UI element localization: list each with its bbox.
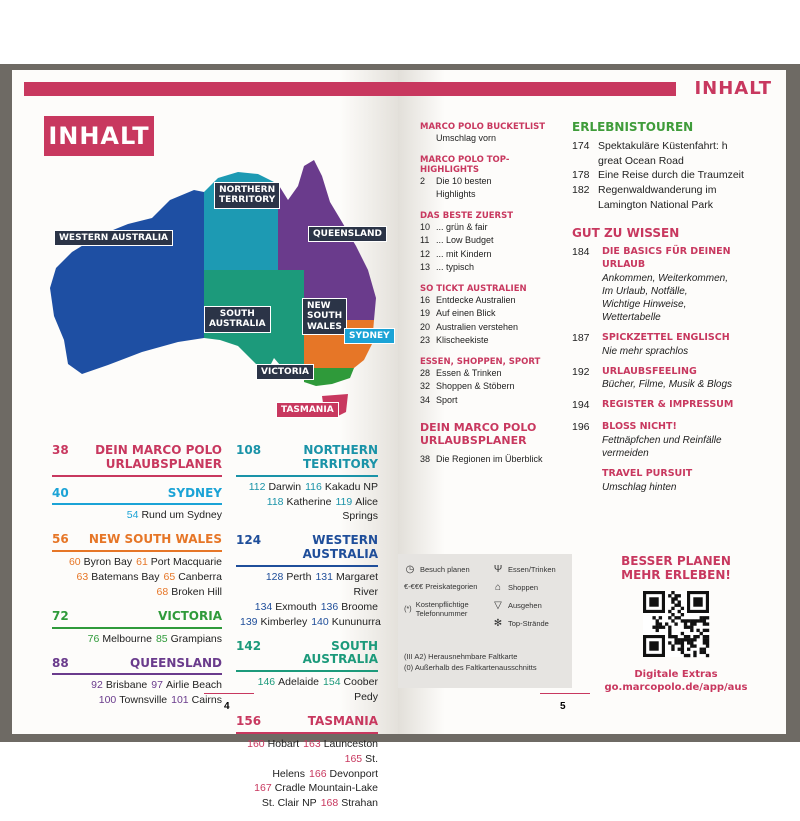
toc-row[interactable] [420, 221, 560, 235]
running-head: INHALT [694, 78, 772, 99]
region-rule [236, 670, 378, 672]
region-heading [52, 610, 222, 624]
subentry-line [52, 555, 222, 570]
toc-page [572, 199, 598, 213]
region-title-line: NORTHERN [303, 443, 378, 457]
toc-page: 28 [420, 367, 431, 378]
region-heading [52, 657, 222, 671]
page-number: 4 [224, 701, 230, 712]
toc-region-block[interactable] [236, 533, 381, 629]
region-title-line: QUEENSLAND [130, 655, 222, 670]
toc-section-heading: SO TICKT AUSTRALIEN [420, 283, 527, 294]
legend-item: (*) Kostenpflichtige Telefonnummer [404, 600, 469, 618]
subentry-page: 112 [248, 480, 266, 493]
page-number-rule [540, 693, 590, 694]
subentry-title[interactable]: Adelaide [278, 676, 320, 689]
page-number-rule [204, 693, 254, 694]
subentry-title[interactable]: Launceston [323, 737, 378, 750]
toc-row[interactable] [420, 234, 560, 248]
subentry-page: 154 [323, 676, 341, 689]
toc-page: 20 [420, 321, 431, 332]
toc-page: 196 [572, 421, 590, 434]
subentry-line [236, 615, 381, 630]
toc-page: 194 [572, 399, 590, 412]
region-page-number: 72 [52, 608, 69, 623]
subentry-title[interactable]: Darwin [268, 480, 302, 493]
toc-row[interactable] [420, 248, 560, 262]
subentry-page: 54 [126, 509, 139, 522]
toc-title: Highlights [436, 189, 476, 199]
toc-title: Eine Reise durch die Traumzeit [598, 169, 744, 182]
legend-item: €-€€€ Preiskategorien [404, 582, 478, 591]
toc-title: Klischeekiste [436, 335, 489, 345]
toc-title: Regenwaldwanderung im [598, 183, 717, 196]
qr-code-icon[interactable] [643, 591, 709, 657]
region-title-line: TASMANIA [307, 713, 378, 728]
legend-item: ◷ Besuch planen [405, 564, 470, 575]
subentry-page: 163 [303, 737, 321, 750]
region-page-number: 40 [52, 485, 69, 500]
toc-row[interactable] [572, 246, 772, 324]
contents-column-regions-2 [236, 443, 381, 821]
toc-title: Essen & Trinken [436, 367, 502, 378]
subentry-title[interactable]: Broken Hill [171, 585, 222, 598]
toc-page [420, 188, 436, 202]
cutlery-icon: Ψ [493, 564, 503, 575]
toc-page: 11 [420, 235, 430, 245]
subentry-page: 60 [68, 556, 81, 569]
subentry-line [236, 570, 378, 600]
subentry-title[interactable]: Byron Bay [83, 556, 133, 569]
subentry-line [236, 600, 378, 615]
subentry-line [236, 495, 378, 525]
region-title-line: TERRITORY [303, 456, 378, 471]
region-heading [236, 715, 378, 729]
subentry-page: 85 [155, 632, 168, 645]
toc-region-block[interactable] [52, 533, 222, 600]
toc-section-heading: DAS BESTE ZUERST [420, 210, 514, 221]
subentry-title[interactable]: Grampians [170, 632, 222, 645]
toc-page: 23 [420, 335, 431, 345]
toc-entry-title: URLAUBSFEELING [602, 365, 697, 377]
gut-zu-wissen-heading: GUT ZU WISSEN [572, 226, 680, 241]
subentry-title[interactable]: Margaret River [335, 570, 378, 598]
promo-heading: BESSER PLANEN MEHR ERLEBEN! [621, 554, 731, 583]
toc-title: Shoppen & Stöbern [436, 381, 515, 391]
region-heading [52, 444, 222, 472]
subentry-line [52, 693, 222, 708]
subentry-page: 136 [320, 600, 339, 613]
subentry-title[interactable]: Townsville [119, 694, 168, 707]
subentry-title[interactable]: Port Macquarie [150, 556, 222, 569]
right-page [398, 70, 786, 734]
legend-item: ⌂ Shoppen [492, 582, 538, 593]
toc-row[interactable] [420, 321, 560, 335]
subentry-page: 119 [335, 495, 353, 508]
toc-row[interactable] [420, 394, 560, 408]
toc-entry-desc: Wettertabelle [602, 311, 661, 323]
subentry-page: 165 [344, 752, 363, 765]
region-title [158, 610, 222, 624]
toc-page: 32 [420, 381, 431, 391]
toc-entry-desc: Nie mehr sprachlos [602, 345, 689, 357]
map-label-sa: SOUTH AUSTRALIA [204, 306, 271, 333]
subentry-line [52, 678, 222, 693]
region-page-number: 88 [52, 655, 69, 670]
toc-entry-title: URLAUB [602, 259, 646, 271]
region-title-line: SYDNEY [167, 485, 222, 500]
toc-page: 12 [420, 248, 431, 259]
toc-row[interactable] [420, 188, 560, 202]
toc-entry-desc: vermeiden [602, 447, 649, 459]
region-title [303, 444, 378, 472]
contents-column-middle [420, 122, 560, 467]
region-title-line: VICTORIA [158, 608, 222, 623]
subentry-page: 92 [91, 679, 103, 692]
subentry-title[interactable]: Batemans Bay [91, 571, 160, 583]
toc-row[interactable] [572, 169, 772, 183]
toc-region-block[interactable] [236, 640, 378, 705]
toc-page [572, 155, 598, 169]
toc-title: ... typisch [436, 262, 475, 272]
subentry-page: 97 [151, 679, 163, 692]
toc-title: Australien verstehen [436, 321, 519, 332]
toc-row[interactable] [420, 334, 560, 348]
subentry-page: 166 [309, 767, 327, 780]
subentry-title[interactable]: Hobart [267, 737, 300, 750]
toc-title: ... mit Kindern [436, 248, 492, 259]
subentry-page: 65 [163, 571, 176, 583]
top-stripe [24, 82, 398, 96]
toc-entry-desc: Umschlag hinten [602, 481, 677, 493]
region-heading [52, 533, 222, 547]
subentry-page: 134 [254, 600, 273, 613]
contents-column-right [572, 120, 772, 502]
region-page-number: 142 [236, 638, 262, 653]
subentry-title[interactable]: Melbourne [102, 632, 152, 645]
region-heading [52, 487, 222, 501]
map-label-vic: VICTORIA [256, 364, 314, 380]
region-title-line: SOUTH AUSTRALIA [302, 638, 378, 667]
toc-entry-desc: Wichtige Hinweise, [602, 298, 687, 310]
region-title [130, 657, 222, 671]
toc-title: Die 10 besten [436, 175, 492, 186]
subentry-page: 118 [266, 495, 284, 508]
toc-row[interactable] [420, 132, 560, 146]
toc-entry [602, 468, 692, 494]
top-stripe [398, 82, 676, 96]
region-title [261, 640, 378, 668]
subentry-title[interactable]: Brisbane [105, 679, 148, 692]
toc-region-block[interactable] [52, 444, 222, 477]
subentry-title[interactable]: Strahan [341, 797, 378, 810]
subentry-page: 146 [257, 676, 276, 689]
region-rule [52, 627, 222, 629]
toc-row[interactable] [572, 468, 772, 494]
inhalt-title: INHALT [44, 116, 154, 156]
subentry-title[interactable]: Kimberley [260, 615, 308, 628]
subentry-title[interactable]: Cairns [191, 694, 222, 707]
region-heading [236, 640, 378, 668]
toc-page: 178 [572, 169, 590, 182]
subentry-line [236, 675, 378, 705]
region-page-number: 38 [52, 443, 69, 457]
subentry-title[interactable]: Kakadu NP [324, 480, 378, 493]
subentry-title[interactable]: Canberra [178, 571, 222, 583]
region-rule [52, 503, 222, 505]
toc-row[interactable]: 38 Die Regionen im Überblick [420, 454, 543, 465]
region-rule [236, 732, 378, 734]
toc-region-block[interactable] [52, 610, 222, 647]
subentry-title[interactable]: Airlie Beach [165, 679, 222, 692]
toc-entry-title: BLOSS NICHT! [602, 421, 677, 433]
subentry-title[interactable]: Exmouth [275, 600, 317, 613]
legend-notes: (III A2) Herausnehmbare Faltkarte (0) Außerhalb des Faltkartenausschnitts [404, 652, 537, 672]
toc-title: Spektakuläre Küstenfahrt: h [598, 140, 728, 152]
toc-row[interactable] [572, 332, 772, 358]
subentry-page: 116 [305, 480, 322, 493]
toc-page: 187 [572, 331, 590, 344]
region-page-number: 124 [236, 533, 262, 548]
toc-page: 184 [572, 246, 590, 259]
australia-map [42, 160, 382, 420]
map-label-nt: NORTHERN TERRITORY [214, 182, 280, 209]
toc-entry-title: SPICKZETTEL ENGLISCH [602, 331, 730, 343]
region-title [261, 534, 378, 562]
toc-title: Entdecke Australien [436, 294, 516, 305]
toc-title: ... grün & fair [436, 221, 488, 232]
toc-entry [602, 246, 731, 324]
contents-column-regions-1 [52, 444, 222, 718]
asterisk-icon: (*) [404, 605, 412, 613]
region-title [168, 487, 222, 501]
map-western-australia [50, 190, 204, 374]
toc-region-block[interactable] [52, 657, 222, 709]
region-rule [236, 475, 378, 477]
subentry-page: 131 [315, 570, 333, 583]
map-label-tas: TASMANIA [276, 402, 339, 418]
toc-page: 174 [572, 140, 590, 152]
region-page-number: 108 [236, 443, 262, 457]
subentry-page: 63 [76, 571, 89, 583]
toc-row[interactable] [420, 380, 560, 394]
legend-item: Ψ Essen/Trinken [493, 564, 556, 575]
subentry-line [236, 737, 378, 752]
map-label-qld: QUEENSLAND [308, 226, 387, 242]
toc-entry-title: DIE BASICS FÜR DEINEN [602, 246, 731, 258]
toc-row[interactable] [420, 367, 560, 381]
region-page-number: 56 [52, 532, 69, 547]
subentry-page: 101 [171, 694, 189, 707]
toc-title: Umschlag vorn [436, 133, 497, 143]
left-page [12, 70, 398, 810]
region-title-line: NEW SOUTH WALES [88, 532, 222, 547]
subentry-title[interactable]: Broome [341, 600, 378, 613]
toc-section-heading: MARCO POLO BUCKETLIST [420, 122, 546, 132]
toc-page: 192 [572, 365, 590, 378]
subentry-title[interactable]: Katherine [286, 495, 332, 508]
subentry-page: 100 [98, 694, 117, 707]
symbol-legend [398, 554, 572, 688]
toc-row[interactable] [420, 175, 560, 189]
subentry-line [52, 585, 222, 600]
toc-row[interactable] [572, 140, 772, 154]
toc-title: Sport [436, 394, 458, 405]
toc-entry [602, 399, 733, 413]
subentry-page: 139 [240, 615, 258, 628]
cocktail-icon: ▽ [494, 600, 502, 611]
subentry-page: 68 [156, 585, 169, 598]
region-heading [236, 534, 378, 562]
subentry-page: 160 [247, 737, 265, 750]
legend-item: ✻ Top-Strände [493, 618, 549, 629]
clock-icon: ◷ [405, 564, 415, 575]
region-title [95, 444, 222, 472]
legend-item: ▽ Ausgehen [492, 600, 542, 611]
subentry-line [236, 781, 378, 796]
toc-region-block[interactable] [236, 444, 378, 524]
subentry-line [236, 752, 378, 782]
subentry-page: 128 [265, 570, 284, 583]
map-label-nsw: NEW SOUTH WALES [302, 298, 347, 335]
toc-title: great Ocean Road [598, 154, 684, 167]
region-page-number: 156 [236, 713, 262, 728]
toc-page: 2 [420, 175, 426, 186]
palm-icon: ✻ [493, 618, 503, 629]
subentry-line [236, 480, 378, 495]
toc-entry-desc: Fettnäpfchen und Reinfälle [602, 434, 722, 446]
region-rule [52, 475, 222, 477]
toc-page: 13 [420, 262, 431, 272]
subentry-line [236, 796, 378, 811]
subentry-page: 140 [311, 615, 329, 628]
region-heading [236, 444, 378, 472]
basket-icon: ⌂ [494, 582, 502, 593]
toc-entry [602, 421, 722, 460]
urlaubsplaner-heading: DEIN MARCO POLO URLAUBSPLANER [420, 421, 537, 448]
toc-row[interactable] [572, 155, 772, 169]
toc-title: Auf einen Blick [436, 308, 496, 318]
subentry-line [52, 508, 222, 523]
toc-section-heading: ESSEN, SHOPPEN, SPORT [420, 356, 541, 367]
region-title-line: WESTERN AUSTRALIA [302, 533, 378, 562]
subentry-page: 76 [87, 632, 100, 645]
map-label-sydney: SYDNEY [344, 328, 395, 344]
toc-entry [602, 332, 730, 358]
subentry-line [52, 632, 222, 647]
subentry-title[interactable]: St. Helens [272, 752, 378, 780]
subentry-title[interactable]: Devonport [329, 767, 378, 780]
promo-link[interactable]: Digitale Extras go.marcopolo.de/app/aus [604, 668, 748, 694]
toc-region-block[interactable] [236, 715, 378, 811]
toc-entry-desc: Bücher, Filme, Musik & Blogs [602, 379, 733, 391]
toc-page: 182 [572, 183, 590, 196]
subentry-page: 168 [320, 797, 339, 810]
toc-page: 10 [420, 221, 431, 232]
erlebnistouren-heading: ERLEBNISTOUREN [572, 120, 694, 134]
toc-page: 19 [420, 308, 431, 318]
toc-title: Lamington National Park [598, 198, 713, 211]
region-title-line: URLAUBSPLANER [105, 456, 222, 471]
toc-entry [602, 366, 732, 392]
toc-row[interactable] [572, 399, 772, 413]
toc-page [572, 468, 602, 494]
toc-row[interactable] [420, 294, 560, 308]
toc-row[interactable] [420, 261, 560, 275]
toc-page: 34 [420, 394, 431, 405]
region-title [308, 715, 378, 729]
subentry-title[interactable]: Kununurra [331, 615, 381, 628]
subentry-title[interactable]: Cradle Mountain-Lake [274, 782, 378, 795]
subentry-title[interactable]: Coober Pedy [343, 676, 378, 704]
toc-row[interactable] [420, 307, 560, 321]
toc-entry-title: REGISTER & IMPRESSUM [602, 399, 734, 411]
toc-title: ... Low Budget [436, 235, 494, 245]
region-rule [52, 550, 222, 552]
toc-entry-desc: Im Urlaub, Notfälle, [602, 285, 688, 297]
page-number: 5 [560, 701, 566, 712]
subentry-title[interactable]: Alice Springs [342, 495, 378, 523]
subentry-page: 61 [136, 556, 148, 569]
subentry-line [52, 570, 222, 585]
subentry-page: 167 [254, 782, 272, 795]
subentry-title[interactable]: Perth [286, 570, 312, 583]
toc-page [420, 132, 436, 146]
digital-extras-promo [576, 554, 776, 695]
toc-row[interactable] [572, 184, 772, 198]
region-rule [52, 673, 222, 675]
subentry-title[interactable]: Rund um Sydney [141, 509, 222, 522]
region-title-line: DEIN MARCO POLO [95, 443, 222, 457]
toc-row[interactable] [572, 199, 772, 213]
toc-row[interactable] [572, 421, 772, 460]
subentry-title[interactable]: St. Clair NP [261, 797, 317, 810]
region-title [89, 533, 222, 547]
region-rule [236, 565, 378, 567]
toc-entry-desc: Ankommen, Weiterkommen, [602, 272, 728, 284]
map-label-wa: WESTERN AUSTRALIA [54, 230, 173, 246]
toc-entry-title: TRAVEL PURSUIT [602, 467, 693, 479]
toc-section-heading: MARCO POLO TOP-HIGHLIGHTS [420, 154, 510, 175]
toc-region-block[interactable] [52, 487, 222, 524]
toc-row[interactable] [572, 366, 772, 392]
toc-page: 16 [420, 294, 431, 305]
